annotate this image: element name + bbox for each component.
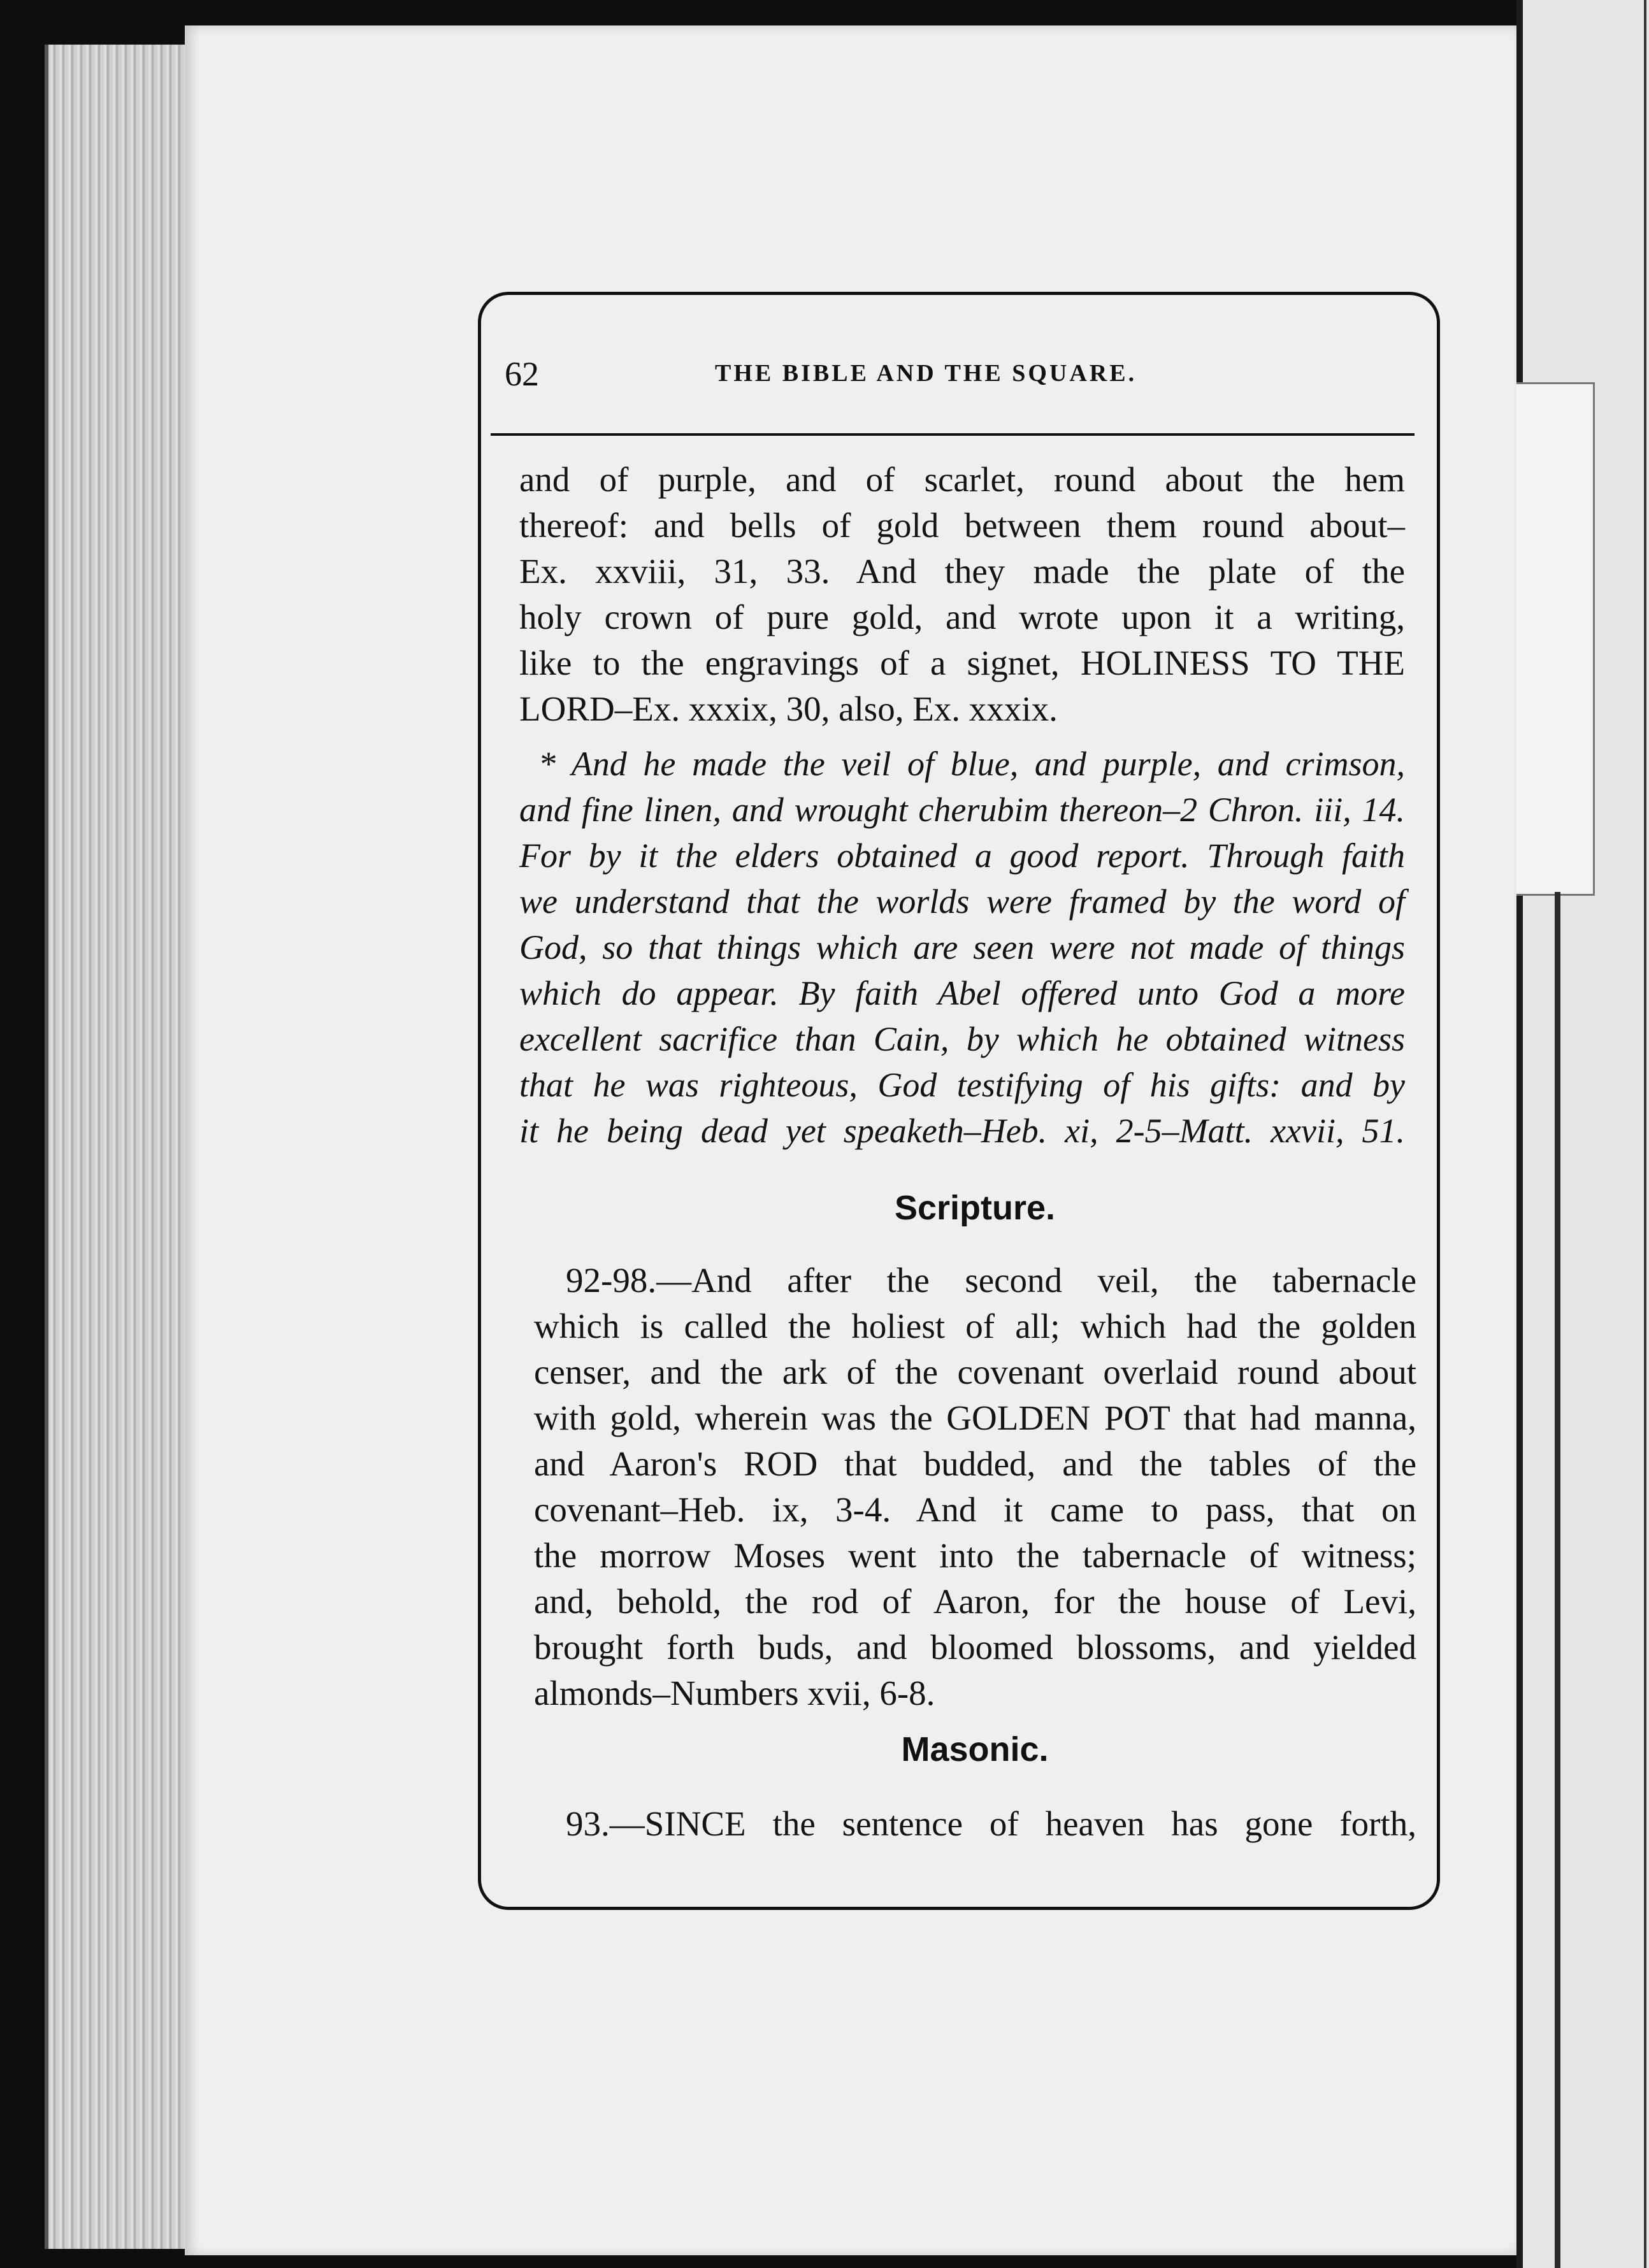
facing-page-edge xyxy=(1516,0,1649,2268)
text-line: holy crown of pure gold, and wrote upon it a writing, xyxy=(519,598,1405,636)
text-line: and Aaron's ROD that budded, and the tables of the xyxy=(534,1444,1416,1483)
facing-page-border xyxy=(1644,0,1646,2268)
running-title: THE BIBLE AND THE SQUARE. xyxy=(715,360,1137,387)
note-line: and fine linen, and wrought cherubim thereon–2 Chron. iii, 14. xyxy=(519,791,1405,829)
text-line: LORD–Ex. xxxix, 30, also, Ex. xxxix. xyxy=(519,689,1058,728)
text-line: covenant–Heb. ix, 3-4. And it came to pass, that on xyxy=(534,1490,1416,1529)
text-line: which is called the holiest of all; which had the golden xyxy=(534,1307,1416,1346)
text-line: 92-98.—And after the second veil, the tabernacle xyxy=(566,1261,1416,1300)
text-line: thereof: and bells of gold between them round about– xyxy=(519,506,1405,545)
gutter-shadow xyxy=(1516,0,1523,2268)
text-line: like to the engravings of a signet, HOLINESS TO THE xyxy=(519,643,1405,682)
section-heading-scripture: Scripture. xyxy=(894,1189,1056,1227)
page-header xyxy=(505,349,1409,400)
section-heading-masonic: Masonic. xyxy=(901,1730,1049,1769)
gutter-shadow-lower xyxy=(1555,892,1560,2268)
note-line: excellent sacrifice than Cain, by which he obtained witness xyxy=(519,1020,1405,1058)
note-line: that he was righteous, God testifying of his gifts: and by xyxy=(519,1066,1405,1104)
text-line: 93.—SINCE the sentence of heaven has gone forth, xyxy=(566,1804,1416,1843)
inserted-paper-tab xyxy=(1516,382,1595,896)
note-line: it he being dead yet speaketh–Heb. xi, 2-5–Matt. xxvii, 51. xyxy=(519,1112,1405,1150)
text-line: almonds–Numbers xvii, 6-8. xyxy=(534,1674,935,1712)
text-line: with gold, wherein was the GOLDEN POT that had manna, xyxy=(534,1398,1416,1437)
text-line: censer, and the ark of the covenant overlaid round about xyxy=(534,1353,1416,1391)
note-line: * And he made the veil of blue, and purple, and crimson, xyxy=(538,745,1405,783)
page-number: 62 xyxy=(505,355,539,393)
header-rule xyxy=(491,433,1415,436)
text-line: and, behold, the rod of Aaron, for the house of Levi, xyxy=(534,1582,1416,1621)
text-line: Ex. xxviii, 31, 33. And they made the plate of the xyxy=(519,552,1405,591)
note-line: For by it the elders obtained a good report. Through faith xyxy=(519,836,1405,875)
text-line: the morrow Moses went into the tabernacle of witness; xyxy=(534,1536,1416,1575)
note-line: which do appear. By faith Abel offered unto God a more xyxy=(519,974,1405,1012)
note-line: God, so that things which are seen were not made of things xyxy=(519,928,1405,966)
note-line: we understand that the worlds were framed by the word of xyxy=(519,882,1405,921)
text-line: and of purple, and of scarlet, round about the hem xyxy=(519,460,1405,499)
text-line: brought forth buds, and bloomed blossoms, and yielded xyxy=(534,1628,1416,1667)
